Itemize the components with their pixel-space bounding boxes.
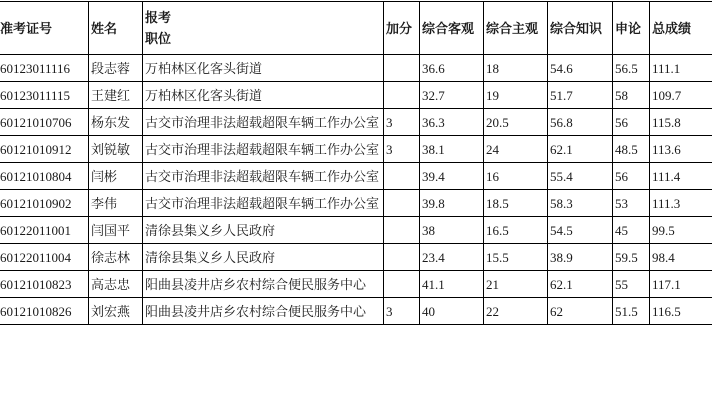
cell-objective: 38.1 bbox=[420, 136, 484, 163]
cell-subjective: 16.5 bbox=[484, 217, 548, 244]
column-header-objective: 综合客观 bbox=[420, 2, 484, 55]
column-header-knowledge: 综合知识 bbox=[548, 2, 613, 55]
cell-total: 111.1 bbox=[650, 55, 712, 82]
cell-name: 王建红 bbox=[89, 82, 143, 109]
cell-objective: 39.8 bbox=[420, 190, 484, 217]
table-row bbox=[0, 244, 712, 271]
cell-bonus bbox=[384, 217, 420, 244]
cell-objective: 36.3 bbox=[420, 109, 484, 136]
cell-objective: 41.1 bbox=[420, 271, 484, 298]
cell-name: 李伟 bbox=[89, 190, 143, 217]
cell-position: 古交市治理非法超载超限车辆工作办公室 bbox=[143, 190, 384, 217]
cell-position: 古交市治理非法超载超限车辆工作办公室 bbox=[143, 163, 384, 190]
cell-knowledge: 55.4 bbox=[548, 163, 613, 190]
cell-objective: 36.6 bbox=[420, 55, 484, 82]
cell-objective: 39.4 bbox=[420, 163, 484, 190]
cell-knowledge: 58.3 bbox=[548, 190, 613, 217]
column-header-bonus: 加分 bbox=[384, 2, 420, 55]
table-row bbox=[0, 298, 712, 325]
cell-essay: 48.5 bbox=[613, 136, 650, 163]
cell-objective: 38 bbox=[420, 217, 484, 244]
cell-exam-id: 60123011115 bbox=[0, 82, 89, 109]
table-row bbox=[0, 109, 712, 136]
column-header-name: 姓名 bbox=[89, 2, 143, 55]
cell-position: 清徐县集义乡人民政府 bbox=[143, 244, 384, 271]
cell-exam-id: 60121010826 bbox=[0, 298, 89, 325]
cell-total: 99.5 bbox=[650, 217, 712, 244]
cell-total: 98.4 bbox=[650, 244, 712, 271]
cell-knowledge: 62 bbox=[548, 298, 613, 325]
column-header-position: 报考 职位 bbox=[143, 2, 384, 55]
cell-knowledge: 54.5 bbox=[548, 217, 613, 244]
cell-essay: 55 bbox=[613, 271, 650, 298]
score-table bbox=[0, 1, 712, 325]
cell-total: 111.3 bbox=[650, 190, 712, 217]
cell-subjective: 19 bbox=[484, 82, 548, 109]
table-row bbox=[0, 136, 712, 163]
table-row bbox=[0, 163, 712, 190]
cell-position: 清徐县集义乡人民政府 bbox=[143, 217, 384, 244]
cell-bonus bbox=[384, 190, 420, 217]
table-row bbox=[0, 55, 712, 82]
cell-bonus bbox=[384, 163, 420, 190]
column-header-essay: 申论 bbox=[613, 2, 650, 55]
cell-exam-id: 60122011004 bbox=[0, 244, 89, 271]
cell-essay: 53 bbox=[613, 190, 650, 217]
cell-name: 闫彬 bbox=[89, 163, 143, 190]
cell-knowledge: 54.6 bbox=[548, 55, 613, 82]
cell-total: 113.6 bbox=[650, 136, 712, 163]
table-row bbox=[0, 271, 712, 298]
cell-name: 段志蓉 bbox=[89, 55, 143, 82]
cell-position: 古交市治理非法超载超限车辆工作办公室 bbox=[143, 109, 384, 136]
cell-subjective: 16 bbox=[484, 163, 548, 190]
cell-name: 刘宏燕 bbox=[89, 298, 143, 325]
cell-total: 117.1 bbox=[650, 271, 712, 298]
cell-total: 115.8 bbox=[650, 109, 712, 136]
cell-total: 111.4 bbox=[650, 163, 712, 190]
cell-knowledge: 38.9 bbox=[548, 244, 613, 271]
cell-essay: 45 bbox=[613, 217, 650, 244]
cell-name: 杨东发 bbox=[89, 109, 143, 136]
column-header-exam-id: 准考证号 bbox=[0, 2, 89, 55]
cell-exam-id: 60121010912 bbox=[0, 136, 89, 163]
cell-exam-id: 60121010804 bbox=[0, 163, 89, 190]
cell-bonus bbox=[384, 55, 420, 82]
cell-total: 116.5 bbox=[650, 298, 712, 325]
cell-bonus: 3 bbox=[384, 298, 420, 325]
cell-subjective: 18 bbox=[484, 55, 548, 82]
cell-subjective: 22 bbox=[484, 298, 548, 325]
cell-exam-id: 60121010902 bbox=[0, 190, 89, 217]
cell-essay: 56 bbox=[613, 109, 650, 136]
cell-bonus: 3 bbox=[384, 109, 420, 136]
cell-position: 古交市治理非法超载超限车辆工作办公室 bbox=[143, 136, 384, 163]
cell-bonus: 3 bbox=[384, 136, 420, 163]
header-row bbox=[0, 2, 712, 55]
cell-essay: 56.5 bbox=[613, 55, 650, 82]
cell-knowledge: 51.7 bbox=[548, 82, 613, 109]
table-body bbox=[0, 55, 712, 325]
cell-knowledge: 62.1 bbox=[548, 136, 613, 163]
cell-knowledge: 56.8 bbox=[548, 109, 613, 136]
column-header-total: 总成绩 bbox=[650, 2, 712, 55]
cell-objective: 40 bbox=[420, 298, 484, 325]
cell-position: 万柏林区化客头街道 bbox=[143, 82, 384, 109]
cell-objective: 32.7 bbox=[420, 82, 484, 109]
cell-exam-id: 60121010823 bbox=[0, 271, 89, 298]
cell-name: 高志忠 bbox=[89, 271, 143, 298]
cell-subjective: 20.5 bbox=[484, 109, 548, 136]
cell-subjective: 24 bbox=[484, 136, 548, 163]
cell-exam-id: 60123011116 bbox=[0, 55, 89, 82]
cell-subjective: 21 bbox=[484, 271, 548, 298]
cell-exam-id: 60121010706 bbox=[0, 109, 89, 136]
table-row bbox=[0, 82, 712, 109]
cell-position: 阳曲县凌井店乡农村综合便民服务中心 bbox=[143, 271, 384, 298]
cell-essay: 56 bbox=[613, 163, 650, 190]
cell-knowledge: 62.1 bbox=[548, 271, 613, 298]
cell-name: 闫国平 bbox=[89, 217, 143, 244]
table-header bbox=[0, 2, 712, 55]
cell-essay: 51.5 bbox=[613, 298, 650, 325]
cell-total: 109.7 bbox=[650, 82, 712, 109]
table-row bbox=[0, 217, 712, 244]
cell-objective: 23.4 bbox=[420, 244, 484, 271]
table-row bbox=[0, 190, 712, 217]
cell-bonus bbox=[384, 82, 420, 109]
cell-exam-id: 60122011001 bbox=[0, 217, 89, 244]
cell-essay: 58 bbox=[613, 82, 650, 109]
cell-position: 万柏林区化客头街道 bbox=[143, 55, 384, 82]
column-header-subjective: 综合主观 bbox=[484, 2, 548, 55]
cell-subjective: 18.5 bbox=[484, 190, 548, 217]
cell-essay: 59.5 bbox=[613, 244, 650, 271]
cell-bonus bbox=[384, 244, 420, 271]
cell-name: 徐志林 bbox=[89, 244, 143, 271]
cell-name: 刘锐敏 bbox=[89, 136, 143, 163]
cell-subjective: 15.5 bbox=[484, 244, 548, 271]
cell-position: 阳曲县凌井店乡农村综合便民服务中心 bbox=[143, 298, 384, 325]
cell-bonus bbox=[384, 271, 420, 298]
